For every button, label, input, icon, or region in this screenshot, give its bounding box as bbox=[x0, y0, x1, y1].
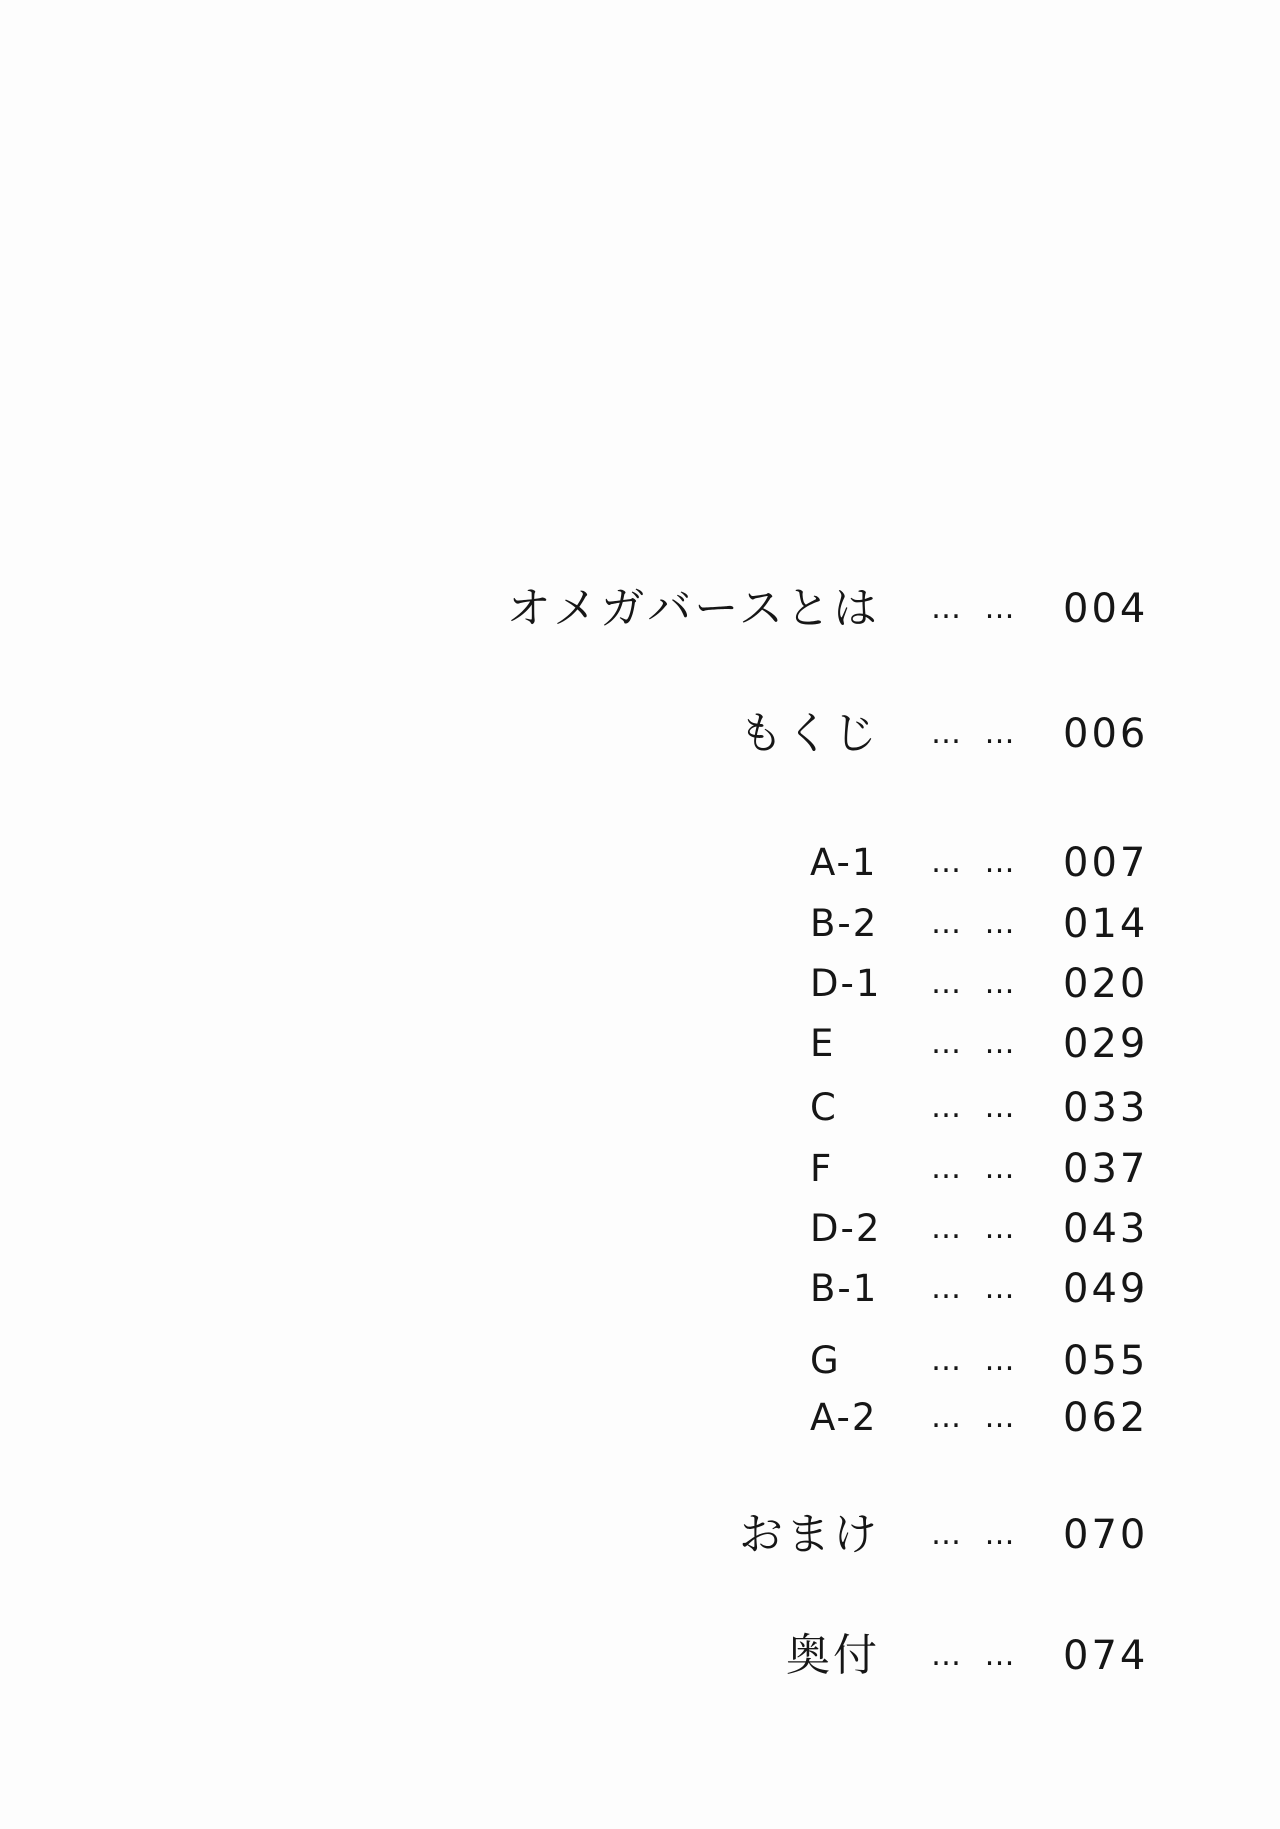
toc-row bbox=[0, 1509, 1280, 1561]
toc-row bbox=[0, 1335, 1280, 1387]
toc-entry-label: G bbox=[810, 1339, 841, 1382]
toc-entry-page: 033 bbox=[1063, 1085, 1149, 1131]
toc-leader-dots: … … bbox=[931, 1343, 1022, 1378]
toc-entry-label: もくじ bbox=[739, 708, 880, 759]
toc-leader-dots: … … bbox=[931, 1026, 1022, 1061]
toc-entry-label: D-1 bbox=[810, 962, 882, 1005]
toc-row bbox=[0, 1630, 1280, 1682]
toc-entry-label: 奥付 bbox=[786, 1630, 880, 1681]
toc-entry-page: 014 bbox=[1063, 901, 1149, 947]
toc-leader-dots: … … bbox=[931, 906, 1022, 941]
toc-entry-label: D-2 bbox=[810, 1207, 882, 1250]
toc-row bbox=[0, 898, 1280, 950]
toc-entry-label: A-1 bbox=[810, 841, 878, 884]
toc-leader-dots: … … bbox=[931, 1151, 1022, 1186]
toc-row bbox=[0, 837, 1280, 889]
toc-row bbox=[0, 1018, 1280, 1070]
toc-row bbox=[0, 958, 1280, 1010]
toc-entry-page: 020 bbox=[1063, 961, 1149, 1007]
toc-leader-dots: … … bbox=[931, 1638, 1022, 1673]
toc-row bbox=[0, 1082, 1280, 1134]
toc-row bbox=[0, 708, 1280, 760]
toc-entry-page: 062 bbox=[1063, 1395, 1149, 1441]
toc-entry-page: 006 bbox=[1063, 711, 1149, 757]
toc-entry-label: C bbox=[810, 1086, 838, 1129]
toc-leader-dots: … … bbox=[931, 716, 1022, 751]
toc-entry-label: おまけ bbox=[739, 1509, 880, 1560]
toc-entry-label: F bbox=[810, 1147, 834, 1190]
toc-row bbox=[0, 1143, 1280, 1195]
toc-entry-page: 070 bbox=[1063, 1512, 1149, 1558]
toc-entry-label: B-1 bbox=[810, 1267, 879, 1310]
toc-entry-label: B-2 bbox=[810, 902, 879, 945]
toc-leader-dots: … … bbox=[931, 1271, 1022, 1306]
toc-leader-dots: … … bbox=[931, 1400, 1022, 1435]
toc-leader-dots: … … bbox=[931, 966, 1022, 1001]
toc-entry-page: 004 bbox=[1063, 586, 1149, 632]
toc-leader-dots: … … bbox=[931, 1517, 1022, 1552]
toc-entry-page: 007 bbox=[1063, 840, 1149, 886]
toc-entry-page: 037 bbox=[1063, 1146, 1149, 1192]
toc-row bbox=[0, 583, 1280, 635]
toc-row bbox=[0, 1263, 1280, 1315]
toc-leader-dots: … … bbox=[931, 591, 1022, 626]
toc-entry-label: A-2 bbox=[810, 1396, 878, 1439]
toc-entry-page: 055 bbox=[1063, 1338, 1149, 1384]
toc-entry-page: 029 bbox=[1063, 1021, 1149, 1067]
toc-entry-label: オメガバースとは bbox=[506, 583, 880, 634]
toc-row bbox=[0, 1203, 1280, 1255]
toc-leader-dots: … … bbox=[931, 845, 1022, 880]
toc-entry-page: 074 bbox=[1063, 1633, 1149, 1679]
toc-entry-label: E bbox=[810, 1022, 836, 1065]
toc-entry-page: 043 bbox=[1063, 1206, 1149, 1252]
toc-entry-page: 049 bbox=[1063, 1266, 1149, 1312]
toc-row bbox=[0, 1392, 1280, 1444]
toc-leader-dots: … … bbox=[931, 1090, 1022, 1125]
toc-leader-dots: … … bbox=[931, 1211, 1022, 1246]
